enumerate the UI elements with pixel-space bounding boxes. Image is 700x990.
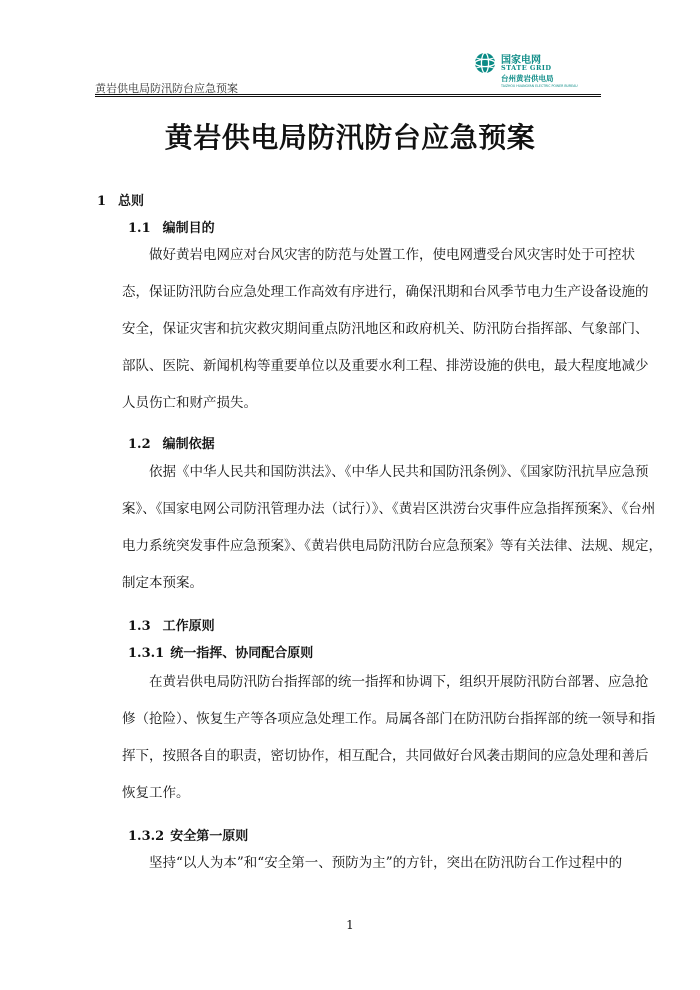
paragraph-line: 人员伤亡和财产损失。 bbox=[122, 395, 257, 411]
header-document-title: 黄岩供电局防汛防台应急预案 bbox=[95, 82, 238, 95]
paragraph-line: 安全，保证灾害和抗灾救灾期间重点防汛地区和政府机关、防汛防台指挥部、气象部门、 bbox=[122, 321, 649, 337]
paragraph-line: 部队、医院、新闻机构等重要单位以及重要水利工程、排涝设施的供电，最大程度地减少 bbox=[122, 358, 649, 374]
paragraph-line: 电力系统突发事件应急预案》、《黄岩供电局防汛防台应急预案》等有关法律、法规、规定， bbox=[122, 538, 662, 554]
section-heading-1 bbox=[97, 190, 144, 209]
section-title: 编制依据 bbox=[162, 437, 215, 452]
section-number: 1.2 bbox=[128, 437, 151, 452]
section-number: 1.3.1 bbox=[128, 646, 165, 661]
paragraph-line: 依据《中华人民共和国防洪法》、《中华人民共和国防汛条例》、《国家防汛抗旱应急预 bbox=[149, 464, 649, 480]
document-title: 黄岩供电局防汛防台应急预案 bbox=[164, 121, 536, 154]
logo-bureau-cn: 台州黄岩供电局 bbox=[501, 74, 554, 83]
logo-cn-name: 国家电网 bbox=[501, 55, 541, 66]
section-heading-1-3-1 bbox=[128, 642, 313, 661]
section-title: 安全第一原则 bbox=[170, 829, 249, 844]
state-grid-globe-icon bbox=[473, 51, 497, 81]
paragraph-line: 挥下，按照各自的职责，密切协作，相互配合，共同做好台风袭击期间的应急处理和善后 bbox=[122, 748, 649, 764]
section-title: 工作原则 bbox=[162, 619, 215, 634]
state-grid-logo bbox=[473, 48, 603, 90]
section-number: 1.3.2 bbox=[128, 829, 165, 844]
paragraph-1-1 bbox=[122, 237, 649, 422]
page-number: 1 bbox=[346, 918, 354, 932]
section-title: 编制目的 bbox=[162, 221, 215, 236]
logo-en-name: STATE GRID bbox=[501, 64, 552, 72]
paragraph-line: 在黄岩供电局防汛防台指挥部的统一指挥和协调下，组织开展防汛防台部署、应急抢 bbox=[149, 674, 649, 690]
section-heading-1-2 bbox=[128, 433, 215, 452]
section-number: 1.1 bbox=[128, 221, 151, 236]
section-number: 1.3 bbox=[128, 619, 151, 634]
paragraph-1-3-1 bbox=[122, 664, 656, 812]
paragraph-line: 态，保证防汛防台应急处理工作高效有序进行，确保汛期和台风季节电力生产设备设施的 bbox=[122, 284, 649, 300]
section-title: 统一指挥、协同配合原则 bbox=[170, 646, 314, 661]
section-number: 1 bbox=[97, 194, 107, 209]
header-rule-bottom bbox=[95, 96, 601, 97]
section-heading-1-3 bbox=[128, 615, 215, 634]
paragraph-line: 坚持“以人为本”和“安全第一、预防为主”的方针，突出在防汛防台工作过程中的 bbox=[149, 855, 623, 871]
paragraph-1-2 bbox=[122, 454, 662, 602]
paragraph-line: 恢复工作。 bbox=[122, 785, 190, 801]
section-heading-1-3-2 bbox=[128, 825, 248, 844]
paragraph-line: 做好黄岩电网应对台风灾害的防范与处置工作，使电网遭受台风灾害时处于可控状 bbox=[149, 247, 635, 263]
paragraph-line: 案》、《国家电网公司防汛管理办法（试行）》、《黄岩区洪涝台灾事件应急指挥预案》、《台州 bbox=[122, 501, 656, 517]
header-rule-top bbox=[95, 94, 601, 95]
paragraph-1-3-2 bbox=[122, 845, 623, 882]
paragraph-line: 制定本预案。 bbox=[122, 575, 203, 591]
section-title: 总则 bbox=[118, 194, 145, 209]
paragraph-line: 修（抢险）、恢复生产等各项应急处理工作。局属各部门在防汛防台指挥部的统一领导和指 bbox=[122, 711, 656, 727]
logo-bureau-en: TAIZHOU HUANGYAN ELECTRIC POWER BUREAU bbox=[501, 84, 578, 88]
section-heading-1-1 bbox=[128, 217, 215, 236]
